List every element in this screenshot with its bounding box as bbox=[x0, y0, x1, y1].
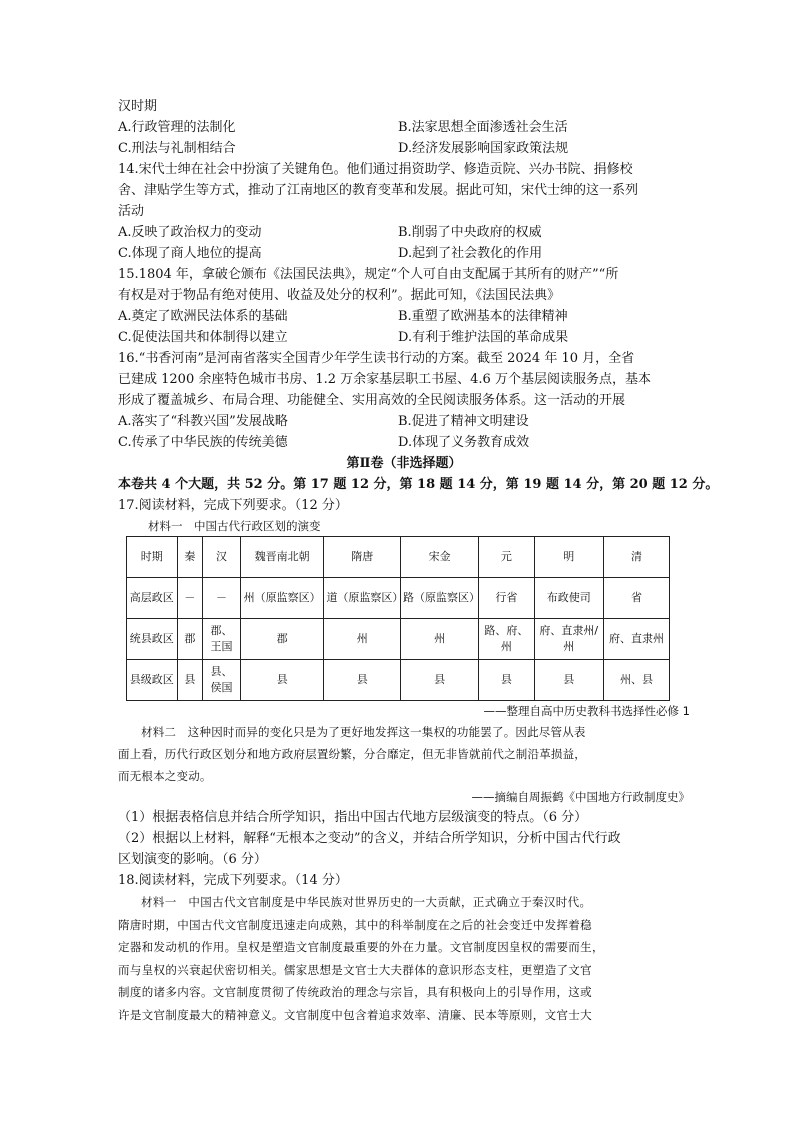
table-cell: 县 bbox=[534, 660, 603, 701]
q18-material-line: 材料一 中国古代文官制度是中华民族对世界历史的一大贡献，正式确立于秦汉时代。 bbox=[141, 895, 592, 909]
table-cell: 县 bbox=[240, 660, 324, 701]
q16-option-a: A.落实了“科教兴国”发展战略 bbox=[118, 414, 288, 429]
q17-subquestion: （2）根据以上材料，解释“无根本之变动”的含义，并结合所学知识，分析中国古代行政 bbox=[118, 831, 621, 846]
table-cell: 统县政区 bbox=[127, 619, 178, 660]
page-content bbox=[118, 96, 719, 1026]
table-cell: － bbox=[203, 578, 241, 619]
table-cell: － bbox=[177, 578, 203, 619]
section-title: 第Ⅱ卷（非选择题） bbox=[346, 456, 462, 471]
q14-options-row2 bbox=[118, 243, 690, 264]
table-header-cell: 明 bbox=[534, 537, 603, 578]
q13-option-b: B.法家思想全面渗透社会生活 bbox=[398, 120, 568, 135]
table-row bbox=[127, 578, 670, 619]
q16-stem-line: 形成了覆盖城乡、布局合理、功能健全、实用高效的全民阅读服务体系。这一活动的开展 bbox=[118, 393, 626, 408]
q13-option-d: D.经济发展影响国家政策法规 bbox=[398, 141, 569, 156]
q14-stem-line: 14.宋代士绅在社会中扮演了关键角色。他们通过捐资助学、修造贡院、兴办书院、捐修校 bbox=[118, 162, 633, 177]
q16-option-d: D.体现了义务教育成效 bbox=[398, 435, 530, 450]
table-cell: 郡 bbox=[177, 619, 203, 660]
q14-option-a: A.反映了政治权力的变动 bbox=[118, 225, 262, 240]
table-cell: 州、县 bbox=[604, 660, 670, 701]
table-cell: 路（原监察区） bbox=[400, 578, 478, 619]
table-cell: 府、直隶州 bbox=[604, 619, 670, 660]
material2-line: 而无根本之变动。 bbox=[118, 769, 212, 783]
q18-title: 18.阅读材料，完成下列要求。（14 分） bbox=[118, 873, 348, 888]
table-cell: 布政使司 bbox=[534, 578, 603, 619]
table-cell: 府、直隶州/州 bbox=[534, 619, 603, 660]
q16-stem-line: 已建成 1200 余座特色城市书房、1.2 万余家基层职工书屋、4.6 万个基层阅读服务点，基本 bbox=[118, 372, 651, 387]
table-header-cell: 魏晋南北朝 bbox=[240, 537, 324, 578]
q18-material-line: 隋唐时期，中国古代文官制度迅速走向成熟，其中的科举制度在之后的社会变迁中发挥着稳 bbox=[118, 917, 592, 932]
table-cell: 县 bbox=[324, 660, 401, 701]
q17-title: 17.阅读材料，完成下列要求。（12 分） bbox=[118, 498, 348, 513]
material2-line: 面上看，历代行政区划分和地方政府层置纷繁，分合靡定，但无非皆就前代之制沿革损益， bbox=[118, 747, 586, 761]
table-header-cell: 汉 bbox=[203, 537, 241, 578]
q14-option-d: D.起到了社会教化的作用 bbox=[398, 246, 543, 261]
table-cell: 郡 bbox=[240, 619, 324, 660]
table-cell: 州（原监察区） bbox=[240, 578, 324, 619]
table-cell: 县 bbox=[479, 660, 534, 701]
material2-source: ——摘编自周振鹤《中国地方行政制度史》 bbox=[471, 790, 690, 804]
q15-stem-line: 15.1804 年，拿破仑颁布《法国民法典》，规定“个人可自由支配属于其所有的财产”“所 bbox=[118, 267, 619, 282]
table-cell: 郡、王国 bbox=[203, 619, 241, 660]
table-header-cell: 隋唐 bbox=[324, 537, 401, 578]
table-cell: 县、侯国 bbox=[203, 660, 241, 701]
table-cell: 省 bbox=[604, 578, 670, 619]
section-note: 本卷共 4 个大题，共 52 分。第 17 题 12 分，第 18 题 14 分，第 19 题 14 分，第 20 题 12 分。 bbox=[118, 477, 719, 492]
q16-options-row2 bbox=[118, 432, 690, 453]
q17-subquestion: （1）根据表格信息并结合所学知识，指出中国古代地方层级演变的特点。（6 分） bbox=[118, 810, 588, 825]
q15-option-b: B.重塑了欧洲基本的法律精神 bbox=[398, 309, 568, 324]
q14-options-row1 bbox=[118, 222, 690, 243]
table-cell: 高层政区 bbox=[127, 578, 178, 619]
table-row bbox=[127, 619, 670, 660]
table-header-cell: 清 bbox=[604, 537, 670, 578]
admin-division-table bbox=[126, 536, 670, 701]
table-cell: 行省 bbox=[479, 578, 534, 619]
q18-material-line: 制度的诸多内容。文官制度贯彻了传统政治的理念与宗旨，具有积极向上的引导作用，这或 bbox=[118, 985, 592, 999]
q16-stem-line: 16.“书香河南”是河南省落实全国青少年学生读书行动的方案。截至 2024 年 10 月，全省 bbox=[118, 351, 635, 366]
q17-subquestion: 区划演变的影响。（6 分） bbox=[118, 852, 267, 867]
q16-option-c: C.传承了中华民族的传统美德 bbox=[118, 435, 288, 450]
q15-option-a: A.奠定了欧洲民法体系的基础 bbox=[118, 309, 288, 324]
q16-options-row1 bbox=[118, 411, 690, 432]
q13-options-row2 bbox=[118, 138, 690, 159]
q18-material-line: 而与皇权的兴衰起伏密切相关。儒家思想是文官士大夫群体的意识形态支柱，更塑造了文官 bbox=[118, 962, 592, 977]
q14-option-b: B.削弱了中央政府的权威 bbox=[398, 225, 542, 240]
q13-option-a: A.行政管理的法制化 bbox=[118, 120, 236, 135]
table-header-cell: 秦 bbox=[177, 537, 203, 578]
q15-stem-line: 有权是对于物品有绝对使用、收益及处分的权利”。据此可知，《法国民法典》 bbox=[118, 288, 561, 303]
table-row bbox=[127, 660, 670, 701]
material2-line: 材料二 这种因时而异的变化只是为了更好地发挥这一集权的功能罢了。因此尽管从表 bbox=[141, 725, 586, 739]
table-header-cell: 宋金 bbox=[400, 537, 478, 578]
table-cell: 州 bbox=[400, 619, 478, 660]
table-header-row bbox=[127, 537, 670, 578]
q13-options-row1 bbox=[118, 117, 690, 138]
q15-options-row1 bbox=[118, 306, 690, 327]
q14-option-c: C.体现了商人地位的提高 bbox=[118, 246, 262, 261]
table-cell: 县级政区 bbox=[127, 660, 178, 701]
table-cell: 道（原监察区） bbox=[324, 578, 401, 619]
q14-stem-line: 舍、津贴学生等方式，推动了江南地区的教育变革和发展。据此可知，宋代士绅的这一系列 bbox=[118, 183, 639, 198]
q15-option-d: D.有利于维护法国的革命成果 bbox=[398, 330, 569, 345]
table-header-cell: 元 bbox=[479, 537, 534, 578]
material1-title: 材料一 中国古代行政区划的演变 bbox=[148, 519, 321, 533]
q18-material-line: 定器和发动机的作用。皇权是塑造文官制度最重要的外在力量。文官制度因皇权的需要而生， bbox=[118, 940, 604, 954]
q13-tail: 汉时期 bbox=[118, 99, 158, 114]
table-cell: 县 bbox=[177, 660, 203, 701]
q15-option-c: C.促使法国共和体制得以建立 bbox=[118, 330, 288, 345]
q13-option-c: C.刑法与礼制相结合 bbox=[118, 141, 236, 156]
q18-material-line: 许是文官制度最大的精神意义。文官制度中包含着追求效率、清廉、民本等原则，文官士大 bbox=[118, 1007, 592, 1022]
table-cell: 州 bbox=[324, 619, 401, 660]
q15-options-row2 bbox=[118, 327, 690, 348]
q16-option-b: B.促进了精神文明建设 bbox=[398, 414, 529, 429]
table-cell: 县 bbox=[400, 660, 478, 701]
table-cell: 路、府、州 bbox=[479, 619, 534, 660]
table-header-cell: 时期 bbox=[127, 537, 178, 578]
q14-stem-line: 活动 bbox=[118, 204, 145, 219]
table-source: ——整理自高中历史教科书选择性必修 1 bbox=[483, 704, 690, 718]
